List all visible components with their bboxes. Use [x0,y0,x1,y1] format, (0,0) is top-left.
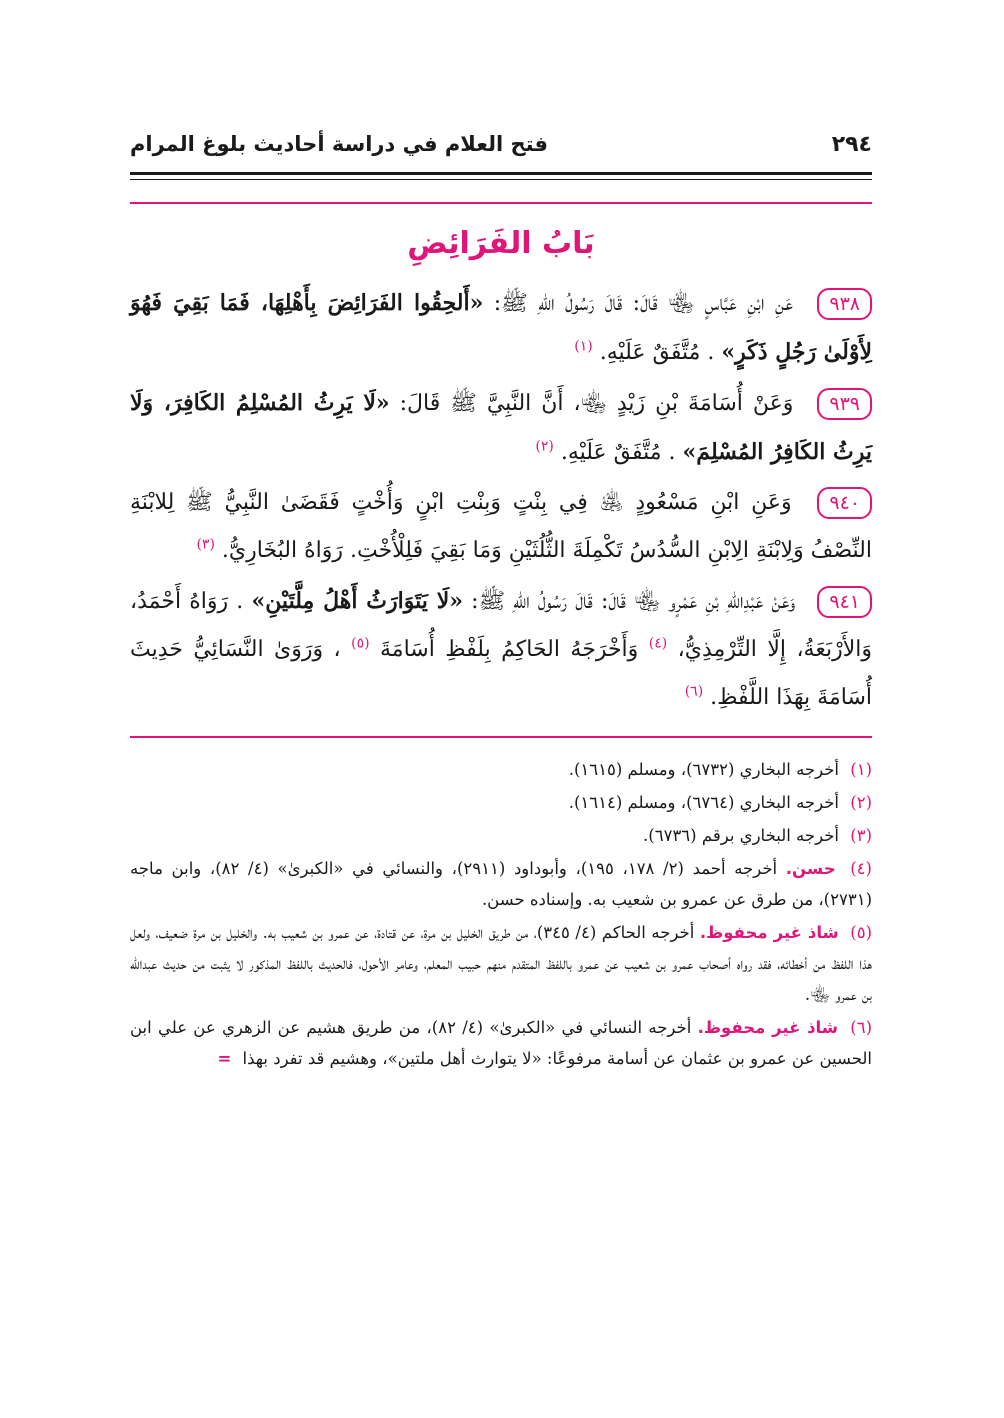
hadith-number-badge: ٩٣٩ [817,388,872,420]
footnote-grade: شاذ غير محفوظ. [697,1018,838,1037]
footnote-grade: حسن. [785,859,836,878]
footnote-ref[interactable]: (٦) [684,683,704,700]
hadith-940 [130,479,872,575]
footnote-ref[interactable]: (٥) [351,635,370,652]
hadith-938 [130,279,872,377]
footnote-number: (١) [850,760,872,779]
footnote-1 [130,754,872,785]
hadith-939 [130,379,872,477]
hadith-intro: وَعَنْ أُسَامَةَ بْنِ زَيْدٍ ﵄، أَنَّ النَّبِيَّ ﷺ قَالَ: [389,391,794,416]
footnote-grade: شاذ غير محفوظ. [699,923,839,942]
hadith-body [130,279,872,722]
footnote-number: (٦) [850,1018,872,1037]
hadith-intro: وَعَنِ ابْنِ مَسْعُودٍ ﵁ فِي بِنْتٍ وَبِنْتِ ابْنٍ وَأُخْتٍ فَقَضَىٰ النَّبِيُّ ﷺ لِلابْنَةِ النِّصْفُ وَلِابْنَةِ الِابْنِ السُّدُسُ تَكْمِلَةَ الثُّلُثَيْنِ وَمَا بَقِيَ فَلِلْأُخْتِ. [130,490,872,563]
hadith-extra: وَأَخْرَجَهُ الحَاكِمُ بِلَفْظِ أُسَامَةَ [380,637,639,662]
footnote-number: (٢) [850,793,872,812]
footnote-number: (٥) [850,923,873,942]
footnote-ref[interactable]: (٤) [648,635,668,652]
hadith-intro: وَعَنْ عَبْدِاللهِ بْنِ عَمْرٍو ﵄ قَالَ: قَالَ رَسُولُ اللهِ ﷺ: [463,589,796,614]
footnote-text: أخرجه أحمد (٢/ ١٧٨، ١٩٥)، وأبوداود (٢٩١١)، والنسائي في «الكبرىٰ» (٤/ ٨٢)، وابن ماجه (٢٧٣١)، من طرق عن عمرو بن شعيب به. وإسناده حسن. [130,859,872,909]
page [130,120,872,1076]
hadith-source: . رَوَاهُ أَحْمَدُ، وَالأَرْبَعَةُ، إِلَّا التِّرْمِذِيُّ، [130,589,872,662]
footnote-5 [130,917,872,1010]
hadith-quote: «أَلحِقُوا الفَرَائِضَ بِأَهْلِهَا، فَمَا بَقِيَ فَهُوَ لِأَوْلَىٰ رَجُلٍ ذَكَرٍ» [130,290,872,365]
footnote-6 [130,1012,872,1074]
hadith-941 [130,577,872,722]
hadith-number-badge: ٩٣٨ [817,288,872,320]
footnote-ref[interactable]: (٣) [196,536,215,553]
footnote-number: (٤) [850,859,872,878]
running-header [130,120,872,168]
footnote-4 [130,853,872,915]
footnote-ref[interactable]: (٢) [535,438,554,455]
footnote-ref[interactable]: (١) [574,338,593,355]
chapter-heading [130,226,872,261]
hadith-source: رَوَاهُ البُخَارِيُّ. [221,538,343,563]
chapter-top-rule [130,202,872,204]
chapter-title: بَابُ الفَرَائِضِ [407,226,595,261]
header-rule [130,172,872,175]
footnote-text: أخرجه النسائي في «الكبرىٰ» (٤/ ٨٢)، من طريق هشيم عن الزهري عن علي ابن الحسين عن عمرو بن عثمان عن أسامة مرفوعًا: «لا يتوارث أهل ملتين»، وهشيم قد تفرد بهذا [130,1018,872,1068]
footnote-number: (٣) [850,826,872,845]
hadith-intro: عَنِ ابْنِ عَبَّاسٍ ﵄ قَالَ: قَالَ رَسُولُ اللهِ ﷺ: [483,291,793,316]
hadith-quote: «لَا يَرِثُ المُسْلِمُ الكَافِرَ، وَلَا يَرِثُ الكَافِرُ المُسْلِمَ» [130,390,872,465]
footnote-text: أخرجه الحاكم (٤/ ٣٤٥)، من طريق الخليل بن مرة، عن قتادة، عن عمرو بن شعيب به. والخليل بن مرة ضعيف، ولعل هذا اللفظ من أخطائه، فقد رواه أصحاب عمرو بن شعيب عن عمرو باللفظ المتقدم منهم حبيب المعلم، وعامر الأحول، فالحديث باللفظ المذكور لا يثبت من حديث عبدالله بن عمرو ﵄. [130,923,872,1004]
hadith-number-badge: ٩٤١ [817,586,872,618]
footnote-2 [130,787,872,818]
footnote-text: أخرجه البخاري (٦٧٦٤)، ومسلم (١٦١٤). [568,793,839,812]
hadith-source: . مُتَّفَقٌ عَلَيْهِ. [599,340,715,365]
page-number: ٢٩٤ [831,131,872,157]
hadith-quote: «لَا يَتَوَارَثُ أَهْلُ مِلَّتَيْنِ» [251,588,463,614]
footnote-3 [130,820,872,851]
hadith-source: . مُتَّفَقٌ عَلَيْهِ. [560,440,676,465]
footnote-text: أخرجه البخاري برقم (٦٧٣٦). [643,826,839,845]
footnotes [130,754,872,1074]
continuation-mark: = [217,1049,232,1068]
book-title: فتح العلام في دراسة أحاديث بلوغ المرام [130,132,548,156]
hadith-extra: ، وَرَوَىٰ النَّسَائِيُّ حَدِيثَ أُسَامَةَ بِهَذَا اللَّفْظِ. [130,637,872,710]
hadith-number-badge: ٩٤٠ [817,487,872,519]
footnote-separator [130,736,872,738]
footnote-text: أخرجه البخاري (٦٧٣٢)، ومسلم (١٦١٥). [568,760,839,779]
